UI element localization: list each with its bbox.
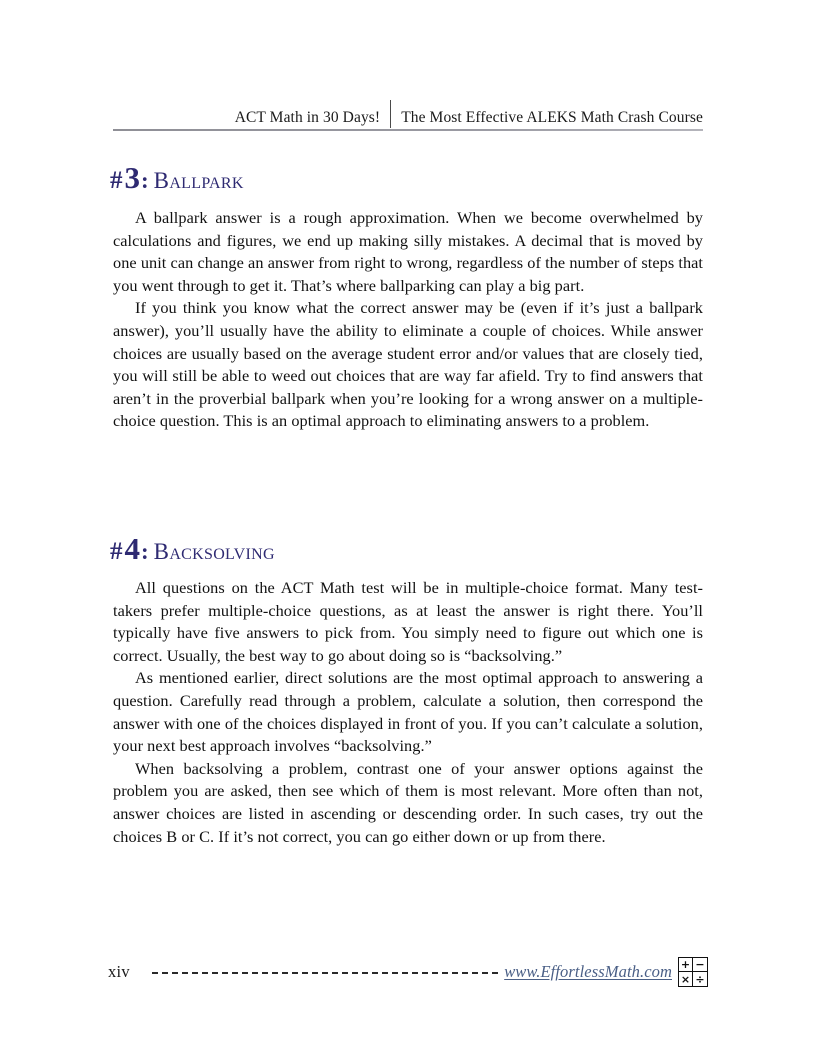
section-3-body [113,207,703,433]
page-number: xiv [108,962,130,981]
calculator-icon [678,957,708,987]
header-rule [113,129,703,131]
paragraph: A ballpark answer is a rough approximation. When we become overwhelmed by calculations and figures, we end up making silly mistakes. A decimal that is moved by one unit can change an answer from right to wrong, regardless of the number of steps that you went through to get it. That’s where ballparking can play a big part. [113,208,703,295]
section-hash-symbol: # [110,167,123,194]
section-title: Ballpark [153,168,244,193]
plus-icon: + [679,958,693,972]
page-footer [108,952,708,992]
running-head-right-title: The Most Effective ALEKS Math Crash Course [401,109,703,126]
minus-icon: − [693,958,707,972]
section-colon: : [141,539,149,564]
section-heading-3 [110,160,244,196]
section-colon: : [141,168,149,193]
section-4-body [113,577,703,848]
paragraph: If you think you know what the correct answer may be (even if it’s just a ballpark answer), you’ll usually have the ability to eliminate a couple of choices. While answer choices are usually based on the average student error and/or values that are closely tied, you will still be able to weed out choices that are way far afield. Try to find answers that aren’t in the proverbial ballpark when you’re looking for a wrong answer on a multiple-choice question. This is an optimal approach to eliminating answers to a problem. [113,298,703,431]
paragraph: When backsolving a problem, contrast one of your answer options against the problem you are asked, then see which of them is most relevant. More often than not, answer choices are listed in ascending or descending order. In such cases, try out the choices B or C. If it’s not correct, you can go either down or up from there. [113,758,703,846]
section-number: 4 [124,531,140,566]
section-heading-4 [110,531,275,567]
paragraph: All questions on the ACT Math test will be in multiple-choice format. Many test-takers prefer multiple-choice questions, as at least the answer is right there. You’ll typically have five answers to pick from. You simply need to figure out which one is correct. Usually, the best way to go about doing so is “backsolving.” [113,578,703,665]
paragraph: As mentioned earlier, direct solutions are the most optimal approach to answering a question. Carefully read through a problem, calculate a solution, then correspond the answer with one of the choices displayed in front of you. If you can’t calculate a solution, your next best approach involves “backsolving.” [113,668,703,756]
section-title: Backsolving [153,539,275,564]
divide-icon: ÷ [695,972,705,986]
footer-dashed-rule [152,972,498,974]
section-number: 3 [124,160,140,195]
running-head [113,98,703,128]
running-head-left-title: ACT Math in 30 Days! [234,109,381,126]
section-hash-symbol: # [110,538,123,565]
website-url-link[interactable]: www.EffortlessMath.com [504,962,672,981]
multiply-icon: × [679,972,693,986]
